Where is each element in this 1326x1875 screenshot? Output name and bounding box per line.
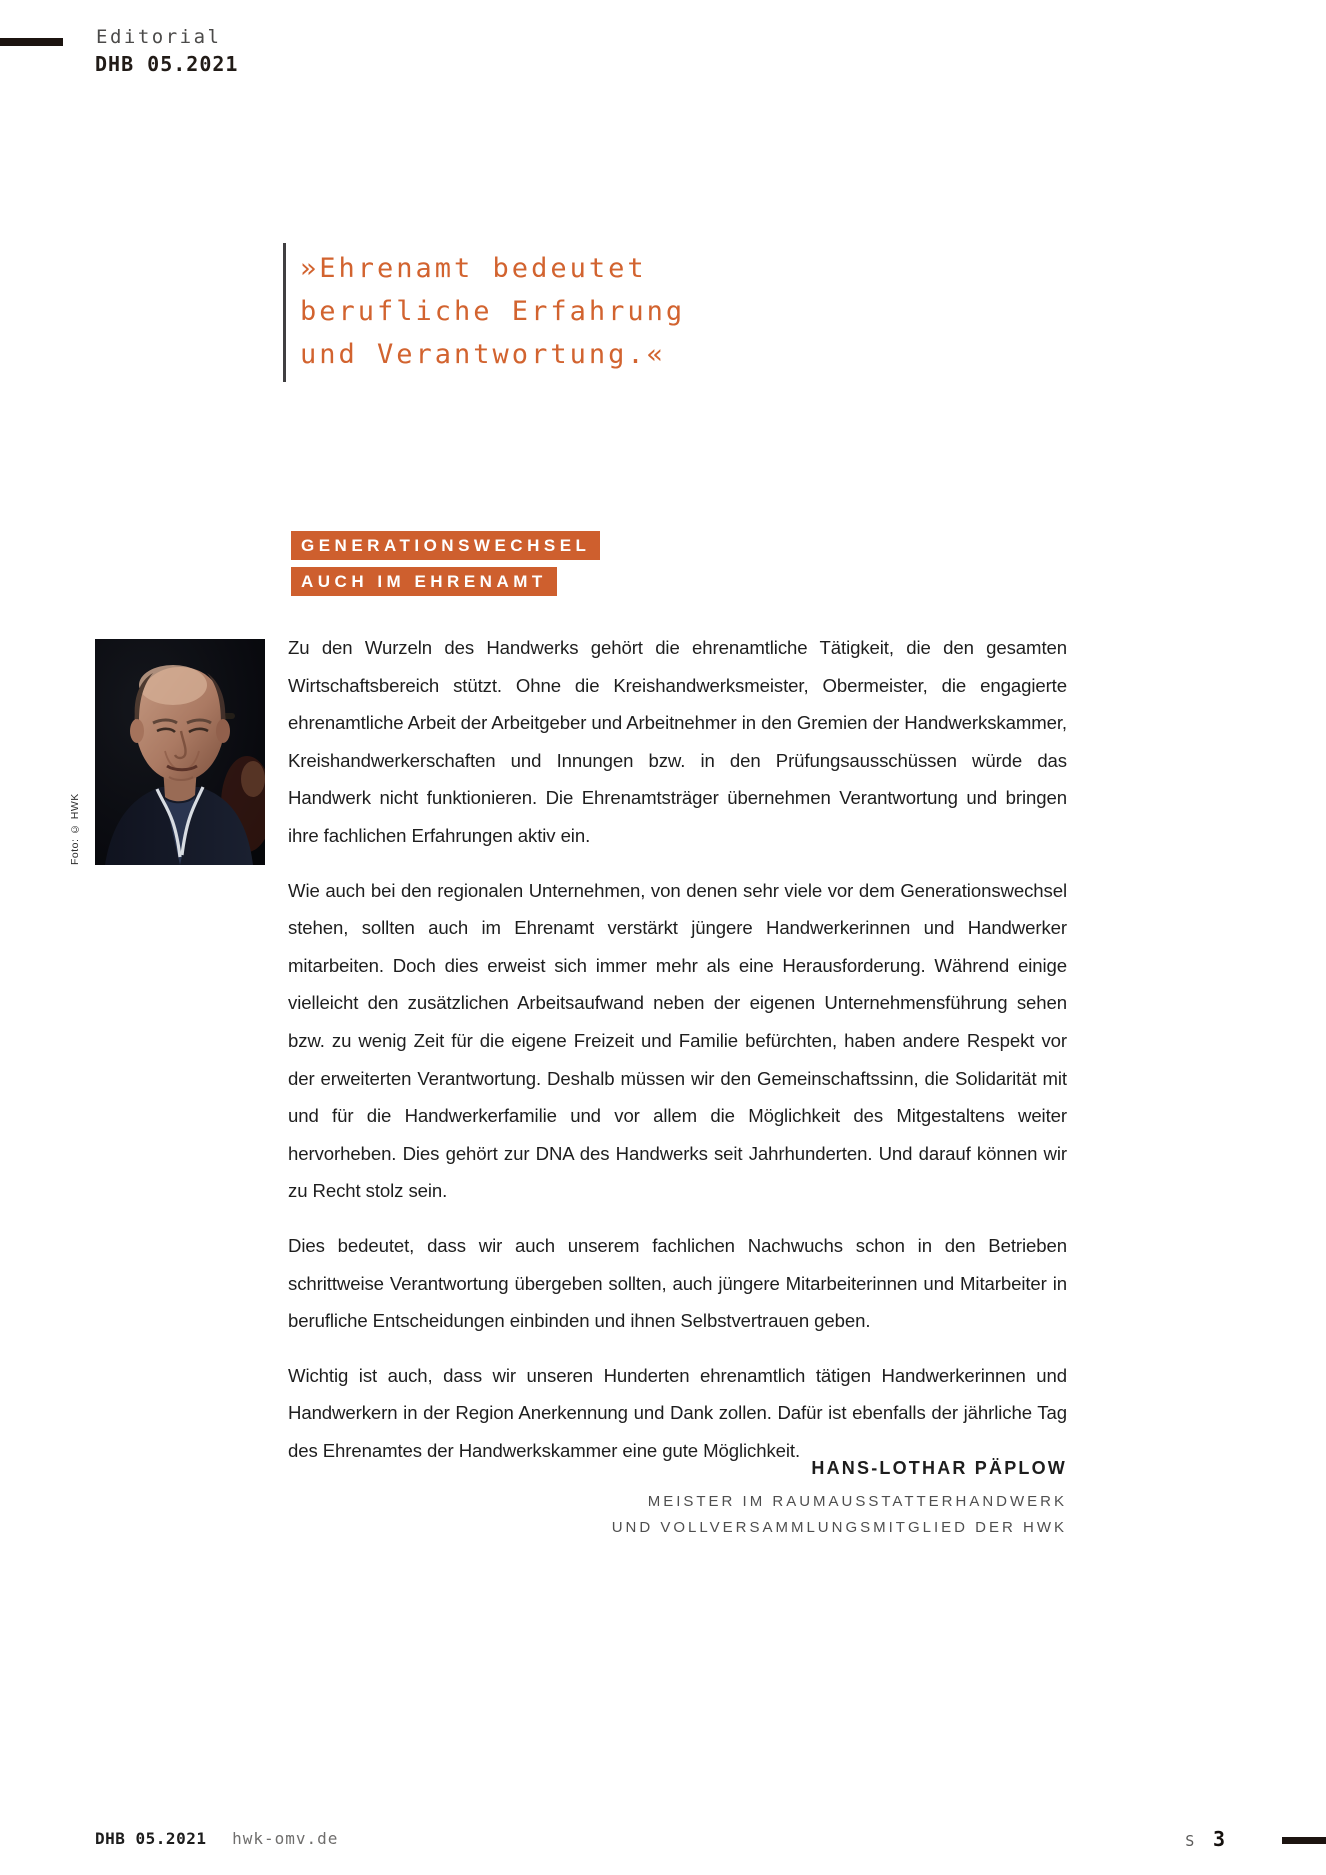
- pull-quote-line-2: berufliche Erfahrung: [300, 296, 686, 327]
- issue-label: DHB 05.2021: [95, 52, 239, 76]
- photo-credit: Foto: © HWK: [69, 793, 81, 865]
- paragraph-4: Wichtig ist auch, dass wir unseren Hunderten ehrenamtlich tätigen Handwerkerinnen und Handwerkern in der Region Anerkennung und Dank zollen. Dafür ist ebenfalls der jährliche Tag des Ehrenamtes der Handwerkskammer eine gute Möglichkeit.: [288, 1364, 1067, 1461]
- page-number: 3: [1212, 1827, 1225, 1851]
- footer-left: [95, 1829, 338, 1848]
- pull-quote-line-1: »Ehrenamt bedeutet: [300, 253, 647, 284]
- pull-quote: [283, 243, 685, 382]
- portrait-photo-image: [95, 639, 265, 865]
- author-role-line-1: MEISTER IM RAUMAUSSTATTERHANDWERK: [647, 1493, 1067, 1510]
- paragraph-1: Zu den Wurzeln des Handwerks gehört die ehrenamtliche Tätigkeit, die den gesamten Wirtschaftsbereich stützt. Ohne die Kreishandwerksmeister, Obermeister, die engagierte ehrenamtliche Arbeit der Arbeitgeber und Arbeitnehmer in den Gremien der Handwerkskammer, Kreishandwerkerschaften und Innungen bzw. in den Prüfungsausschüssen würde das Handwerk nicht funktionieren. Die Ehrenamtsträger übernehmen Verantwortung und bringen ihre fachlichen Erfahrungen aktiv ein.: [288, 637, 1067, 846]
- bottom-right-corner-bar: [1282, 1837, 1326, 1844]
- signature-block: [288, 1458, 1067, 1541]
- section-kicker: Editorial: [96, 26, 222, 48]
- portrait-photo: [95, 639, 265, 865]
- page-prefix: S: [1185, 1832, 1196, 1850]
- topic-labels: [291, 531, 600, 603]
- paragraph-3: Dies bedeutet, dass wir auch unserem fachlichen Nachwuchs schon in den Betrieben schrittweise Verantwortung übergeben sollten, auch jüngere Mitarbeiterinnen und Mitarbeiter in berufliche Entscheidungen einbinden und ihnen Selbstvertrauen geben.: [288, 1234, 1067, 1332]
- topic-label-line-2: AUCH IM EHRENAMT: [291, 567, 557, 596]
- footer-issue-label: DHB 05.2021: [95, 1829, 207, 1848]
- author-role-line-2: UND VOLLVERSAMMLUNGSMITGLIED DER HWK: [611, 1519, 1067, 1536]
- paragraph-2: Wie auch bei den regionalen Unternehmen, von denen sehr viele vor dem Generationswechsel stehen, sollten auch im Ehrenamt verstärkt jüngere Handwerkerinnen und Handwerker mitarbeiten. Doch dies erweist sich immer mehr als eine Herausforderung. Während einige vielleicht den zusätzlichen Arbeitsaufwand neben der eigenen Unternehmensführung sehen bzw. zu wenig Zeit für die eigene Freizeit und Familie befürchten, haben andere Respekt vor der erweiterten Verantwortung. Deshalb müssen wir den Gemeinschaftssinn, die Solidarität mit und für die Handwerkerfamilie und vor allem die Möglichkeit des Mitgestaltens weiter hervorheben. Dies gehört zur DNA des Handwerks seit Jahrhunderten. Und darauf können wir zu Recht stolz sein.: [288, 879, 1067, 1202]
- author-name: HANS-LOTHAR PÄPLOW: [811, 1458, 1067, 1478]
- topic-label-line-1: GENERATIONSWECHSEL: [291, 531, 600, 560]
- footer-page-indicator: [1185, 1827, 1225, 1851]
- pull-quote-line-3: und Verantwortung.«: [300, 339, 666, 370]
- editorial-body: [288, 629, 1067, 1486]
- top-left-corner-bar: [0, 38, 63, 46]
- footer-website: hwk-omv.de: [232, 1829, 339, 1848]
